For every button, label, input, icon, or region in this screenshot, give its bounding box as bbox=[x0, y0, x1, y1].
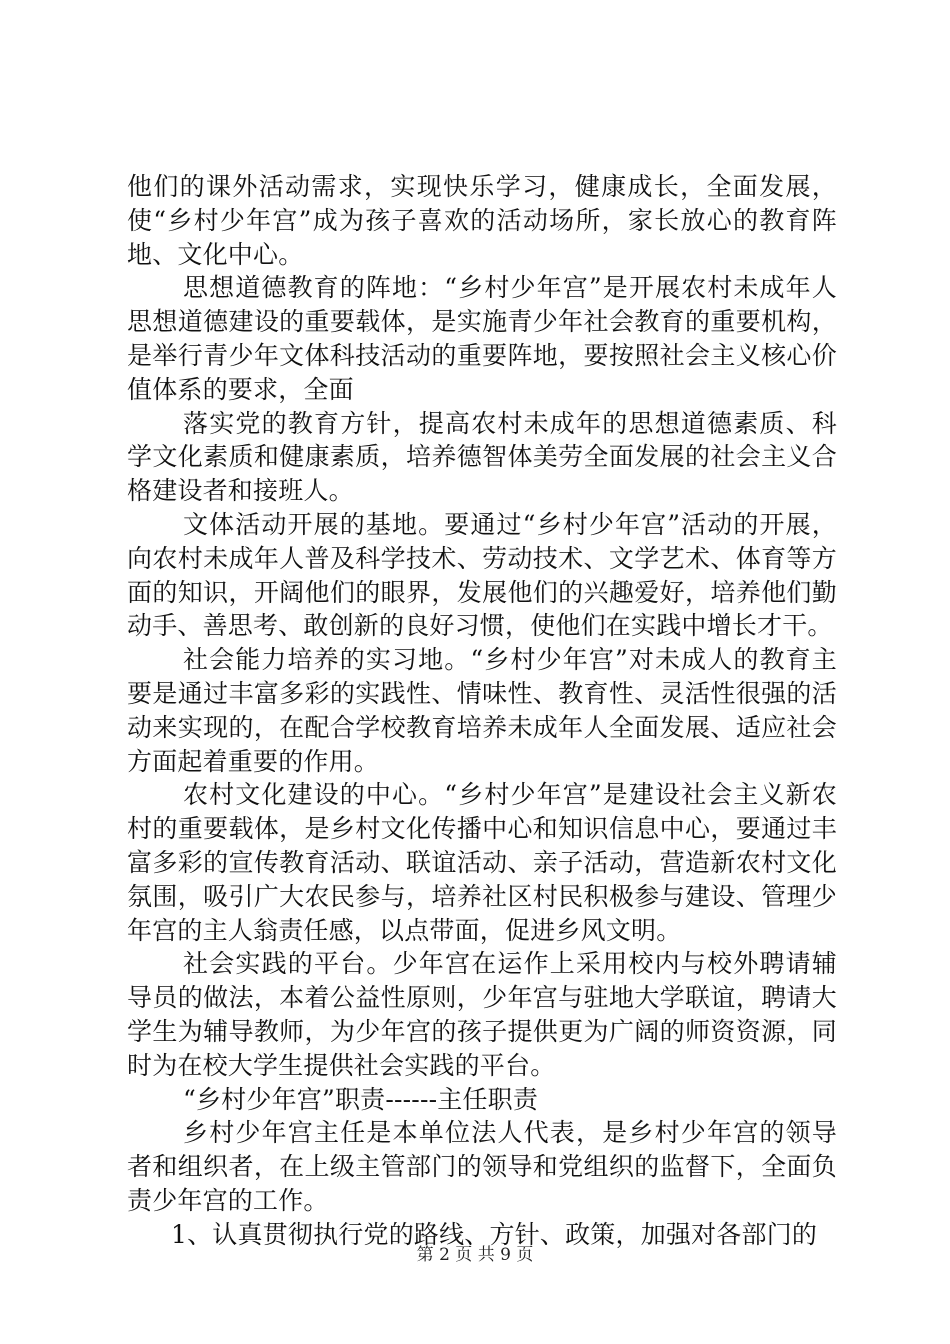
page-number-footer: 第 2 页 共 9 页 bbox=[416, 1245, 534, 1265]
paragraph-8: 乡村少年宫主任是本单位法人代表，是乡村少年宫的领导者和组织者，在上级主管部门的领导和党组织的监督下，全面负责少年宫的工作。 bbox=[127, 1118, 837, 1215]
paragraph-5: 社会能力培养的实习地。“乡村少年宫”对未成人的教育主要是通过丰富多彩的实践性、情味性、教育性、灵活性很强的活动来实现的，在配合学校教育培养未成年人全面发展、适应社会方面起着重要的作用。 bbox=[127, 645, 837, 776]
paragraph-6: 农村文化建设的中心。“乡村少年宫”是建设社会主义新农村的重要载体，是乡村文化传播中心和知识信息中心，要通过丰富多彩的宣传教育活动、联谊活动、亲子活动，营造新农村文化氛围，吸引广大农民参与，培养社区村民积极参与建设、管理少年宫的主人翁责任感，以点带面，促进乡风文明。 bbox=[127, 780, 837, 945]
paragraph-3: 落实党的教育方针，提高农村未成年的思想道德素质、科学文化素质和健康素质，培养德智体美劳全面发展的社会主义合格建设者和接班人。 bbox=[127, 408, 837, 506]
paragraph-7: 社会实践的平台。少年宫在运作上采用校内与校外聘请辅导员的做法，本着公益性原则，少年宫与驻地大学联谊，聘请大学生为辅导教师，为少年宫的孩子提供更为广阔的师资资源，同时为在校大学生提供社会实践的平台。 bbox=[127, 949, 837, 1080]
paragraph-2: 思想道德教育的阵地：“乡村少年宫”是开展农村未成年人思想道德建设的重要载体，是实施青少年社会教育的重要机构，是举行青少年文体科技活动的重要阵地，要按照社会主义核心价值体系的要求，全面 bbox=[127, 273, 837, 404]
list-item-1: 1、认真贯彻执行党的路线、方针、政策，加强对各部门的 bbox=[171, 1219, 818, 1249]
paragraph-4: 文体活动开展的基地。要通过“乡村少年宫”活动的开展，向农村未成年人普及科学技术、劳动技术、文学艺术、体育等方面的知识，开阔他们的眼界，发展他们的兴趣爱好，培养他们勤动手、善思考、敢创新的良好习惯，使他们在实践中增长才干。 bbox=[127, 509, 837, 641]
paragraph-1: 他们的课外活动需求，实现快乐学习，健康成长，全面发展，使“乡村少年宫”成为孩子喜欢的活动场所，家长放心的教育阵地、文化中心。 bbox=[127, 172, 837, 269]
section-heading: “乡村少年宫”职责------主任职责 bbox=[183, 1084, 539, 1114]
document-body bbox=[127, 170, 837, 1252]
